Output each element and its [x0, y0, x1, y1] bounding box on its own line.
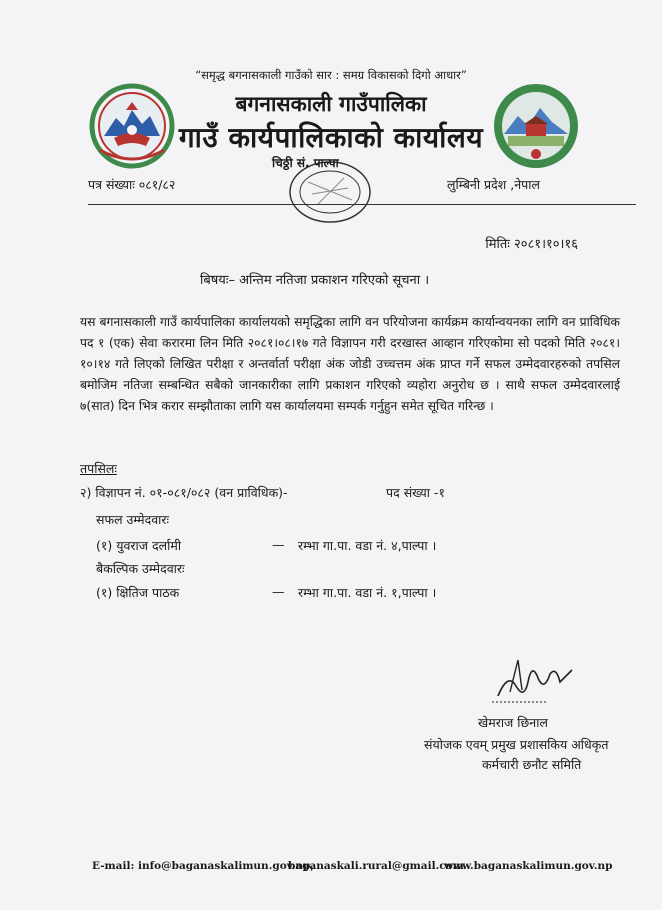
handwritten-signature [488, 652, 578, 708]
signatory-title: संयोजक एवम् प्रमुख प्रशासकिय अधिकृत [424, 737, 609, 752]
office-address: लुम्बिनी प्रदेश ,नेपाल [446, 177, 540, 192]
reference-number: पत्र संख्याः ०८१/८२ [88, 177, 176, 192]
letter-subject: बिषयः– अन्तिम नतिजा प्रकाशन गरिएको सूचना । [200, 273, 430, 288]
header-divider [88, 204, 636, 205]
footer-gmail[interactable]: baganaskali.rural@gmail.com [288, 860, 464, 872]
post-count: पद संख्या -१ [386, 485, 445, 500]
signatory-name: खेमराज छिनाल [478, 715, 548, 730]
successful-candidates-label: सफल उम्मेदवारः [96, 512, 170, 527]
alternate-candidate-address: रम्भा गा.पा. वडा नं. १,पाल्पा । [298, 585, 437, 600]
successful-candidate-address: रम्भा गा.पा. वडा नं. ४,पाल्पा । [298, 538, 437, 553]
signatory-committee: कर्मचारी छनौट समिति [482, 757, 582, 772]
office-name: गाउँ कार्यपालिकाको कार्यालय [178, 121, 484, 154]
alternate-candidates-label: बैकल्पिक उम्मेदवारः [96, 561, 185, 576]
letter-date: मितिः २०८१।१०।१६ [485, 237, 578, 252]
schedule-heading: तपसिलः [80, 461, 117, 476]
successful-candidate-dash: — [272, 537, 285, 552]
slogan: “समृद्ध बगनासकाली गाउँको सार : समग्र विकासको दिगो आधार” [195, 68, 467, 82]
footer-website[interactable]: www.baganaskalimun.gov.np [444, 860, 613, 872]
organization-name: बगनासकाली गाउँपालिका [235, 92, 427, 116]
advertisement-number: २) विज्ञापन नं. ०१-०८१/०८२ (वन प्राविधिक)- [80, 485, 288, 500]
alternate-candidate-name: (१) क्षितिज पाठक [96, 585, 180, 600]
successful-candidate-name: (१) युवराज दर्लामी [96, 538, 182, 553]
footer-email[interactable]: E-mail: info@baganaskalimun.gov.np, [92, 860, 315, 872]
letter-body: यस बगनासकाली गाउँ कार्यपालिका कार्यालयको समृद्धिका लागि वन परियोजना कार्यक्रम कार्यान्वयनका लागि वन प्राविधिक पद १ (एक) सेवा करारमा लिन मिति २०८१।०८।१७ गते विज्ञापन गरी दरखास्त आव्हान गरिएकोमा सो पदको मिति २०८१।१०।१४ गते लिएको लिखित परीक्षा र अन्तर्वार्ता परीक्षा अंक जोडी उच्चत्तम अंक प्राप्त गर्ने सफल उम्मेदवारहरुको तपसिल बमोजिम नतिजा सम्बन्धित सबैको जानकारीका लागि प्रकाशन गरिएको व्यहोरा अनुरोध छ । साथै सफल उम्मेदवारलाई ७(सात) दिन भित्र करार सम्झौताका लागि यस कार्यालयमा सम्पर्क गर्नुहुन समेत सूचित गरिन्छ । [80, 315, 620, 413]
stamp-text: चिठ्ठी सं. पाल्पा [272, 156, 339, 170]
alternate-candidate-dash: — [272, 584, 285, 599]
